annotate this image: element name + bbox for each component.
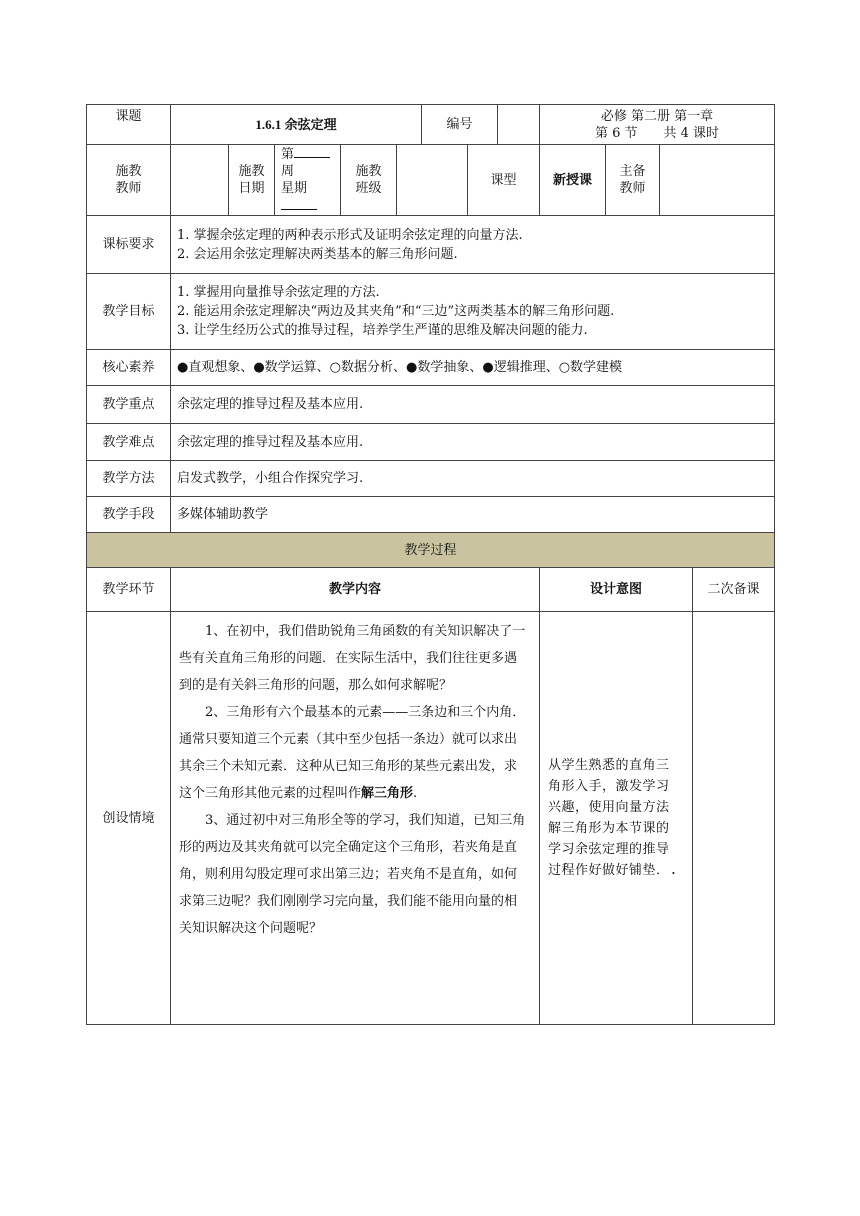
process-content (171, 612, 540, 1025)
goal-item: 3. 让学生经历公式的推导过程，培养学生严谨的思维及解决问题的能力. (177, 323, 588, 338)
focus-value: 余弦定理的推导过程及基本应用. (171, 386, 775, 424)
para2-end: . (413, 786, 418, 801)
col-intent-header: 设计意图 (540, 568, 693, 612)
para2-text: 2、三角形有六个最基本的元素——三条边和三个内角．通常只要知道三个元素（其中至少包括一条边）就可以求出其余三个未知元素．这种从已知三角形的某些元素出发，求这个三角形其他元素的过程叫作 (179, 705, 526, 801)
stage-label: 创设情境 (87, 612, 171, 1025)
revise-cell[interactable] (693, 612, 775, 1025)
means-value: 多媒体辅助教学 (171, 497, 775, 533)
goals-content (171, 274, 775, 350)
means-label: 教学手段 (87, 497, 171, 533)
literacy-value: ●直观想象、●数学运算、○数据分析、●数学抽象、●逻辑推理、○数学建模 (171, 350, 775, 386)
method-value: 启发式教学，小组合作探究学习. (171, 461, 775, 497)
class-label: 施教 班级 (341, 145, 397, 216)
para2-bold-term: 解三角形 (361, 786, 414, 801)
difficulty-label: 教学难点 (87, 424, 171, 461)
number-label: 编号 (422, 105, 498, 145)
textbook-info (540, 105, 775, 145)
lesson-type-value: 新授课 (540, 145, 606, 216)
literacy-label: 核心素养 (87, 350, 171, 386)
col-stage-header: 教学环节 (87, 568, 171, 612)
teacher-label: 施教 教师 (87, 145, 171, 216)
standard-item: 1. 掌握余弦定理的两种表示形式及证明余弦定理的向量方法. (177, 227, 523, 243)
lead-teacher-label: 主备 教师 (606, 145, 660, 216)
class-value (397, 145, 468, 216)
col-content-header: 教学内容 (171, 568, 540, 612)
week-cell (275, 145, 341, 216)
content-paragraph-3: 3、通过初中对三角形全等的学习，我们知道，已知三角形的两边及其夹角就可以完全确定这个三角形，若夹角是直角，则利用勾股定理可求出第三边；若夹角不是直角，如何求第三边呢？我们刚刚学习完向量，我们能不能用向量的相关知识解决这个问题呢？ (179, 813, 526, 936)
lesson-plan-table (86, 104, 775, 1025)
goal-item: 1. 掌握用向量推导余弦定理的方法. (177, 285, 380, 300)
process-title: 教学过程 (87, 533, 775, 568)
difficulty-value: 余弦定理的推导过程及基本应用. (171, 424, 775, 461)
weekday-label: 星期 (281, 181, 308, 196)
goals-label: 教学目标 (87, 274, 171, 350)
standard-item: 2. 会运用余弦定理解决两类基本的解三角形问题. (177, 246, 458, 262)
week-blank[interactable] (294, 145, 330, 158)
content-paragraph-2 (179, 699, 527, 807)
topic-value: 1.6.1 余弦定理 (171, 105, 422, 145)
col-revise-header: 二次备课 (693, 568, 775, 612)
method-label: 教学方法 (87, 461, 171, 497)
standard-content (171, 216, 775, 274)
date-label: 施教 日期 (229, 145, 275, 216)
design-intent: 从学生熟悉的直角三角形入手，激发学习兴趣，使用向量方法解三角形为本节课的学习余弦定理的推导过程作好做好铺垫．. (540, 612, 693, 1025)
week-prefix: 第 (281, 147, 295, 162)
content-paragraph-1: 1、在初中，我们借助锐角三角函数的有关知识解决了一些有关直角三角形的问题．在实际生活中，我们往往更多遇到的是有关斜三角形的问题，那么如何求解呢？ (179, 624, 526, 693)
standard-label: 课标要求 (87, 216, 171, 274)
teacher-value (171, 145, 229, 216)
textbook-line-2: 第 6 节 共 4 课时 (594, 125, 720, 141)
week-suffix: 周 (281, 164, 295, 179)
lead-teacher-value (660, 145, 775, 216)
goal-item: 2. 能运用余弦定理解决“两边及其夹角”和“三边”这两类基本的解三角形问题. (177, 304, 615, 319)
focus-label: 教学重点 (87, 386, 171, 424)
lesson-type-label: 课型 (468, 145, 540, 216)
weekday-blank[interactable] (281, 197, 317, 210)
lesson-plan-sheet (86, 104, 775, 1025)
topic-label: 课题 (87, 105, 171, 145)
textbook-line-1: 必修 第二册 第一章 (600, 108, 714, 124)
